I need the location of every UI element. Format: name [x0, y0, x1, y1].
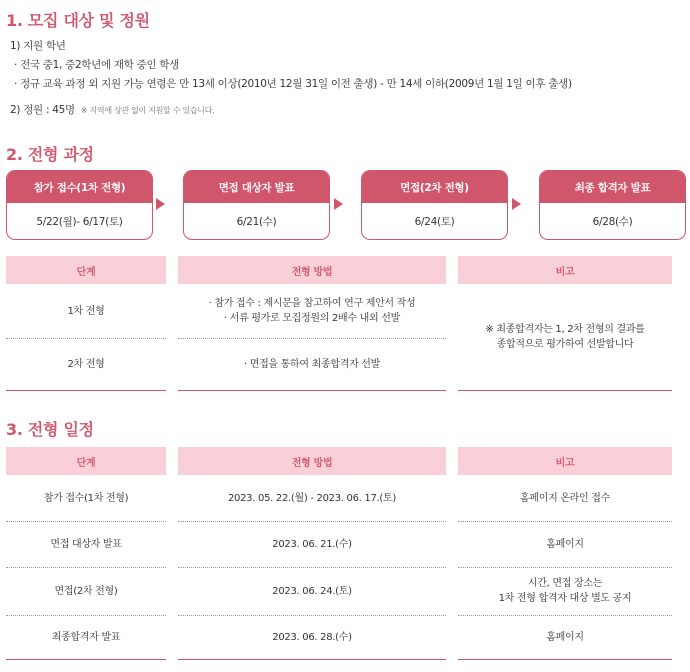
quota-line [10, 102, 214, 117]
method-line: · 참가 접수 : 제시문을 참고하여 연구 제안서 작성 [208, 298, 416, 309]
remark-line: 시간, 면접 장소는 [527, 578, 603, 589]
table-row-stage: 참가 접수(1차 전형) [43, 492, 129, 504]
table-remark [458, 284, 672, 390]
process-step-date: 5/22(월)- 6/17(토) [36, 215, 123, 228]
table-row-remark: 홈페이지 [546, 631, 584, 643]
table-row-method: · 면접을 통하여 최종합격자 선발 [243, 358, 381, 370]
recruit-grade-line-1: · 전국 중1, 중2학년에 재학 중인 학생 [14, 59, 180, 71]
table-row-stage: 면접 대상자 발표 [50, 538, 122, 550]
table-row-method: 2023. 06. 21.(수) [272, 538, 352, 550]
method-line: · 서류 평가로 모집정원의 2배수 내외 선발 [224, 313, 400, 324]
table-bottom-border [178, 659, 446, 660]
process-step-3 [361, 170, 508, 240]
process-step-4 [539, 170, 686, 240]
table-header-method: 전형 방법 [178, 447, 446, 475]
table-row-stage: 면접(2차 전형) [54, 585, 118, 597]
arrow-right-icon [512, 198, 521, 210]
process-step-1 [6, 170, 153, 240]
process-step-date: 6/21(수) [236, 215, 277, 228]
quota-note: ※ 지역에 상관 없이 지원할 수 있습니다. [80, 106, 215, 115]
process-step-2 [183, 170, 330, 240]
process-step-title: 면접(2차 전형) [362, 171, 507, 203]
table-header-remark: 비고 [458, 447, 672, 475]
table-header-stage: 단계 [6, 256, 166, 284]
table-bottom-border [178, 390, 446, 391]
table-row-remark: 홈페이지 [546, 538, 584, 550]
arrow-right-icon [156, 198, 165, 210]
recruit-grade-label: 1) 지원 학년 [10, 40, 66, 52]
section-1-title: 1. 모집 대상 및 정원 [6, 11, 150, 30]
table-bottom-border [458, 390, 672, 391]
quota-label: 2) 정원 : 45명 [10, 104, 75, 116]
remark-line: 1차 전형 합격자 대상 별도 공지 [498, 593, 632, 604]
process-step-title: 면접 대상자 발표 [184, 171, 329, 203]
process-step-date: 6/28(수) [592, 215, 633, 228]
table-row-stage: 최종합격자 발표 [51, 631, 121, 643]
table-row-method: 2023. 06. 24.(토) [272, 585, 352, 597]
table-row-stage: 2차 전형 [67, 358, 105, 370]
table-row-method: 2023. 05. 22.(월) - 2023. 06. 17.(토) [228, 492, 396, 504]
remark-line: ※ 최종합격자는 1, 2차 전형의 결과를 [485, 324, 645, 335]
process-step-title: 최종 합격자 발표 [540, 171, 685, 203]
table-bottom-border [458, 659, 672, 660]
table-bottom-border [6, 659, 166, 660]
table-bottom-border [6, 390, 166, 391]
section-3-title: 3. 전형 일정 [6, 420, 94, 439]
process-step-date: 6/24(토) [414, 215, 455, 228]
process-step-title: 참가 접수(1차 전형) [7, 171, 152, 203]
arrow-right-icon [334, 198, 343, 210]
table-row-method: 2023. 06. 28.(수) [272, 631, 352, 643]
table-header-method: 전형 방법 [178, 256, 446, 284]
table-header-stage: 단계 [6, 447, 166, 475]
remark-line: 종합적으로 평가하여 선발합니다 [496, 339, 634, 350]
table-header-remark: 비고 [458, 256, 672, 284]
table-row-method [178, 284, 446, 338]
table-row-remark [458, 567, 672, 615]
table-row-remark: 홈페이지 온라인 접수 [520, 492, 610, 504]
recruit-grade-line-2: · 정규 교육 과정 외 지원 가능 연령은 만 13세 이상(2010년 12월 31일 이전 출생) - 만 14세 이하(2009년 1월 1일 이후 출생) [14, 78, 572, 90]
table-row-stage: 1차 전형 [67, 305, 105, 317]
section-2-title: 2. 전형 과정 [6, 145, 94, 164]
